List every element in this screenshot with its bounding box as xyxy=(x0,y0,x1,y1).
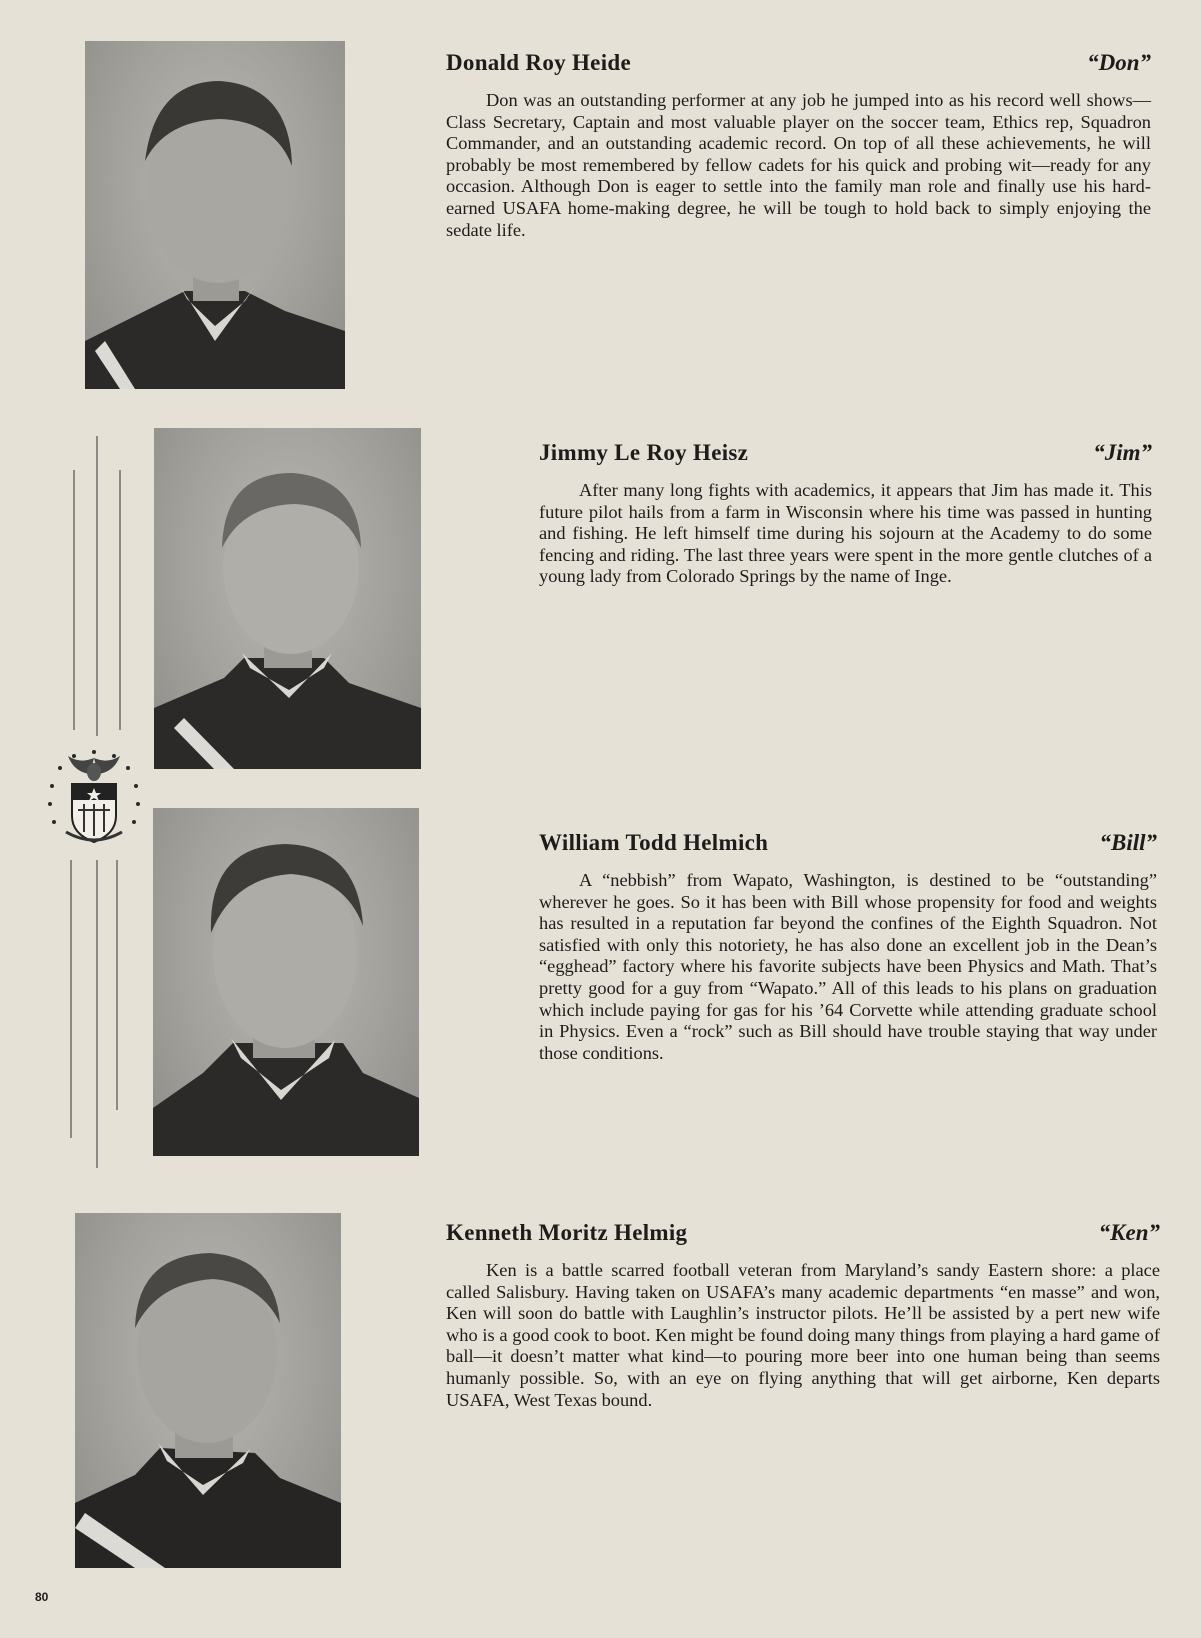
cadet-bio: After many long fights with academics, it appears that Jim has made it. This future pilot hails from a farm in Wisconsin where his time was passed in hunting and fishing. He left himself time during his sojourn at the Academy to do some fencing and riding. The last three years were spent in the more gentle clutches of a young lady from Colorado Springs by the name of Inge. xyxy=(539,480,1152,587)
decorative-rule xyxy=(96,436,98,736)
cadet-bio: Ken is a battle scarred football veteran from Maryland’s sandy Eastern shore: a place called Salisbury. Having taken on USAFA’s many academic departments “en masse” and won, Ken will soon do battle with Laughlin’s instructor pilots. He’ll be assisted by a pert new wife who is a good cook to boot. Ken might be found doing many things from playing a hard game of ball—it doesn’t matter what kind—to pouring more beer into one human being than seems humanly possible. So, with an eye on flying anything that will get airborne, Ken departs USAFA, West Texas bound. xyxy=(446,1260,1160,1410)
portrait-photo-heisz xyxy=(154,428,421,769)
cadet-nickname: “Bill” xyxy=(1099,830,1157,855)
cadet-name: Donald Roy Heide xyxy=(446,50,631,75)
cadet-name: Kenneth Moritz Helmig xyxy=(446,1220,688,1245)
portrait-photo-heide xyxy=(85,41,345,389)
usafa-crest-icon xyxy=(44,744,144,852)
decorative-rule xyxy=(70,860,72,1138)
portrait-photo-helmig xyxy=(75,1213,341,1568)
cadet-nickname: “Jim” xyxy=(1093,440,1152,465)
decorative-rule xyxy=(96,860,98,1168)
cadet-entry-heisz xyxy=(539,440,1152,588)
cadet-portrait-icon xyxy=(153,808,419,1156)
cadet-entry-heide xyxy=(446,50,1151,241)
cadet-bio: Don was an outstanding performer at any job he jumped into as his record well shows—Class Secretary, Captain and most valuable player on the soccer team, Ethics rep, Squadron Commander, and an outstanding academic record. On top of all these achievements, he will probably be most remembered by fellow cadets for his quick and probing wit—ready for any occasion. Although Don is eager to settle into the family man role and finally use his hard-earned USAFA home-making degree, he will be tough to hold back to simply enjoying the sedate life. xyxy=(446,90,1151,240)
page-number: 80 xyxy=(35,1590,49,1604)
cadet-portrait-icon xyxy=(75,1213,341,1568)
cadet-entry-helmich xyxy=(539,830,1157,1064)
decorative-rule xyxy=(116,860,118,1110)
cadet-name: Jimmy Le Roy Heisz xyxy=(539,440,749,465)
cadet-nickname: “Ken” xyxy=(1098,1220,1160,1245)
decorative-rule xyxy=(73,470,75,730)
cadet-name: William Todd Helmich xyxy=(539,830,769,855)
cadet-portrait-icon xyxy=(154,428,421,769)
decorative-rule xyxy=(119,470,121,730)
cadet-entry-helmig xyxy=(446,1220,1160,1411)
portrait-photo-helmich xyxy=(153,808,419,1156)
cadet-bio: A “nebbish” from Wapato, Washington, is destined to be “outstanding” wherever he goes. So it has been with Bill whose propensity for food and weights has resulted in a reputation far beyond the confines of the Eighth Squadron. Not satisfied with only this notoriety, he has also done an excellent job in the Dean’s “egghead” factory where his favorite subjects have been Physics and Math. That’s pretty good for a guy from “Wapato.” All of this leads to his plans on graduation which include paying for gas for his ’64 Corvette while attending graduate school in Physics. Even a “rock” such as Bill should have trouble staying that way under those conditions. xyxy=(539,870,1157,1063)
cadet-nickname: “Don” xyxy=(1087,50,1151,75)
cadet-portrait-icon xyxy=(85,41,345,389)
